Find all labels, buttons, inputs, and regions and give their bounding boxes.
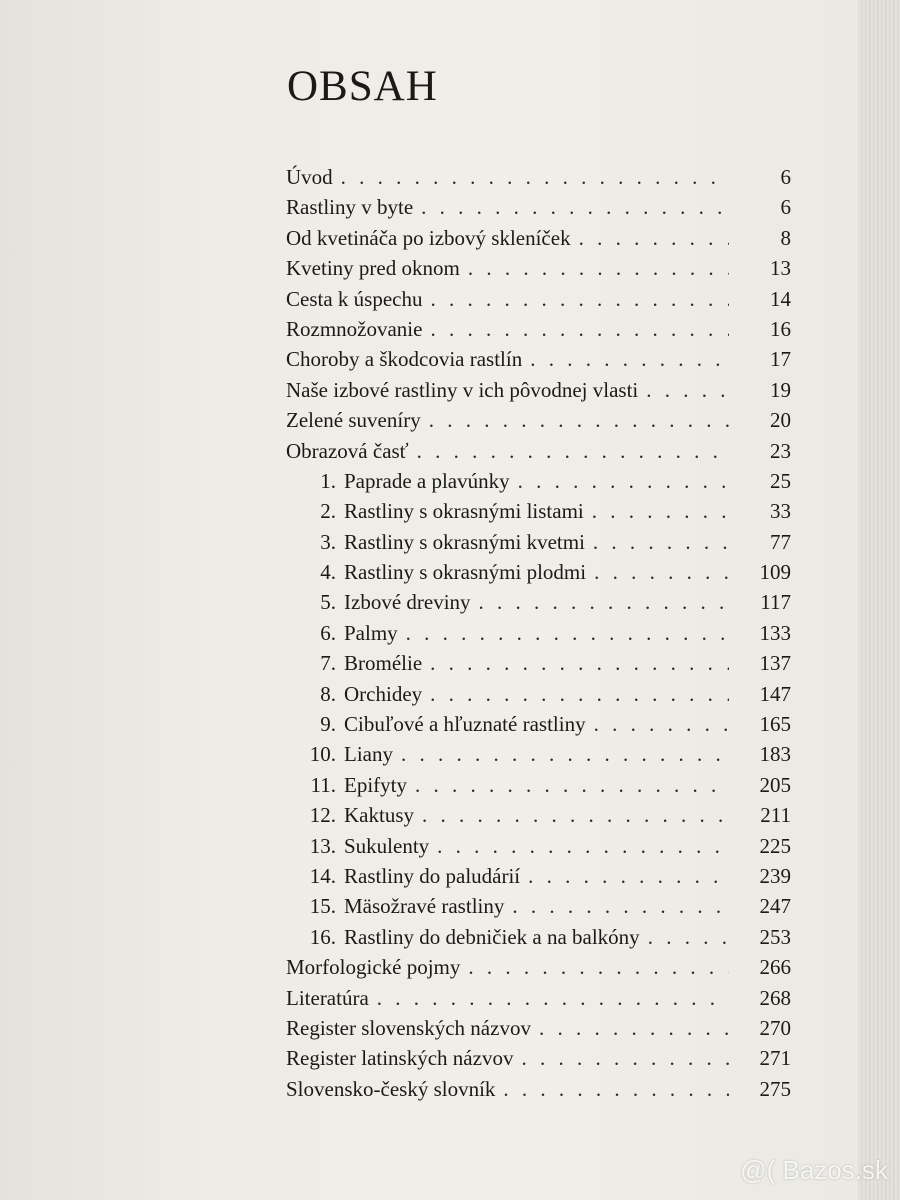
- toc-entry-page: 211: [760, 803, 791, 828]
- toc-entry-label: Paprade a plavúnky: [344, 468, 510, 493]
- toc-entry-label: Epifyty: [344, 772, 407, 797]
- toc-entry-page: 23: [770, 438, 791, 463]
- toc-entry: [286, 226, 791, 256]
- toc-entry: [286, 712, 791, 742]
- toc-entry: [286, 682, 791, 712]
- dot-leader: [417, 439, 729, 464]
- toc-entry-page: 6: [780, 165, 791, 189]
- toc-entry: [286, 560, 791, 590]
- dot-leader: [415, 773, 729, 798]
- toc-entry: [286, 469, 791, 499]
- toc-entry-page: 266: [759, 955, 791, 980]
- toc-entry-number: 14.: [309, 863, 336, 888]
- toc-entry-number: 8.: [320, 681, 336, 706]
- dot-leader: [377, 986, 729, 1011]
- toc-entry: [286, 530, 791, 560]
- toc-entry-number: 5.: [320, 590, 336, 615]
- toc-entry-label: Cesta k úspechu: [286, 286, 423, 311]
- dot-leader: [421, 195, 729, 220]
- toc-entry-page: 20: [770, 408, 791, 433]
- toc-entry-label: Naše izbové rastliny v ich pôvodnej vlasti: [286, 377, 639, 402]
- toc-entry-label: Rastliny do debničiek a na balkóny: [344, 924, 640, 949]
- toc-entry-page: 275: [759, 1076, 791, 1101]
- toc-entry: [286, 317, 791, 347]
- toc-entry-label: Morfologické pojmy: [286, 955, 461, 980]
- dot-leader: [437, 834, 729, 859]
- toc-entry-label: Cibuľové a hľuznaté rastliny: [344, 712, 586, 737]
- toc-entry-label: Slovensko-český slovník: [286, 1076, 496, 1101]
- dot-leader: [648, 925, 729, 950]
- toc-entry-page: 77: [770, 529, 791, 554]
- dot-leader: [468, 256, 729, 281]
- toc-entry-page: 225: [759, 833, 791, 858]
- toc-entry-label: Liany: [344, 742, 393, 767]
- toc-entry: [286, 651, 791, 681]
- dot-leader: [479, 590, 729, 615]
- dot-leader: [406, 621, 729, 646]
- dot-leader: [341, 165, 729, 190]
- toc-entry: [286, 195, 791, 225]
- dot-leader: [518, 469, 729, 494]
- toc-entry-page: 25: [770, 468, 791, 493]
- toc-entry-page: 14: [770, 286, 791, 311]
- dot-leader: [528, 864, 729, 889]
- toc-entry: [286, 773, 791, 803]
- dot-leader: [430, 287, 729, 312]
- toc-entry-page: 271: [759, 1046, 791, 1071]
- toc-entry: [286, 590, 791, 620]
- toc-entry-number: 11.: [310, 772, 336, 797]
- toc-entry-label: Zelené suveníry: [286, 408, 421, 433]
- toc-entry-label: Úvod: [286, 165, 333, 189]
- toc-entry: [286, 378, 791, 408]
- toc-entry-page: 33: [770, 499, 791, 524]
- toc-entry-number: 13.: [309, 833, 336, 858]
- toc-entry: [286, 287, 791, 317]
- toc-entry-number: 10.: [309, 742, 336, 767]
- dot-leader: [521, 1046, 729, 1071]
- toc-entry-label: Kvetiny pred oknom: [286, 256, 460, 281]
- dot-leader: [646, 378, 729, 403]
- toc-entry: [286, 955, 791, 985]
- toc-entry-page: 253: [759, 924, 791, 949]
- dot-leader: [430, 682, 729, 707]
- toc-entry: [286, 439, 791, 469]
- toc-entry-label: Izbové dreviny: [344, 590, 471, 615]
- toc-entry-page: 239: [759, 863, 791, 888]
- page-title: OBSAH: [287, 63, 438, 110]
- watermark-logo: @( Bazos.sk: [740, 1155, 888, 1185]
- toc-entry: [286, 256, 791, 286]
- toc-entry-label: Kaktusy: [344, 803, 414, 828]
- dot-leader: [429, 408, 729, 433]
- dot-leader: [430, 317, 729, 342]
- toc-entry-number: 7.: [320, 651, 336, 676]
- toc-entry: [286, 1016, 791, 1046]
- toc-entry: [286, 894, 791, 924]
- toc-entry-page: 133: [759, 620, 791, 645]
- toc-entry: [286, 986, 791, 1016]
- toc-entry-label: Rastliny s okrasnými kvetmi: [344, 529, 585, 554]
- toc-entry-label: Sukulenty: [344, 833, 430, 858]
- toc-entry-label: Choroby a škodcovia rastlín: [286, 347, 523, 372]
- toc-entry-label: Rastliny v byte: [286, 195, 414, 220]
- toc-entry-page: 183: [759, 742, 791, 767]
- toc-entry: [286, 621, 791, 651]
- toc-entry-label: Literatúra: [286, 985, 369, 1010]
- toc-entry-label: Orchidey: [344, 681, 423, 706]
- dot-leader: [422, 803, 729, 828]
- toc-entry-page: 268: [759, 985, 791, 1010]
- toc-entry-number: 15.: [309, 894, 336, 919]
- toc-entry-number: 1.: [320, 468, 336, 493]
- toc-entry: [286, 1077, 791, 1107]
- toc-entry-label: Bromélie: [344, 651, 423, 676]
- toc-entry: [286, 803, 791, 833]
- toc-entry-number: 9.: [320, 712, 336, 737]
- page-edge: [858, 0, 900, 1200]
- table-of-contents: [286, 165, 791, 1107]
- dot-leader: [593, 530, 729, 555]
- toc-entry-number: 2.: [320, 499, 336, 524]
- dot-leader: [512, 894, 729, 919]
- toc-entry-page: 117: [760, 590, 791, 615]
- toc-entry: [286, 864, 791, 894]
- toc-entry: [286, 347, 791, 377]
- toc-entry-label: Od kvetináča po izbový skleníček: [286, 225, 571, 250]
- toc-entry-label: Obrazová časť: [286, 438, 409, 463]
- toc-entry-label: Register slovenských názvov: [286, 1015, 531, 1040]
- toc-entry-number: 12.: [309, 803, 336, 828]
- toc-entry: [286, 742, 791, 772]
- dot-leader: [539, 1016, 729, 1041]
- toc-entry-page: 247: [759, 894, 791, 919]
- dot-leader: [430, 651, 729, 676]
- toc-entry: [286, 408, 791, 438]
- toc-entry-page: 6: [780, 195, 791, 220]
- toc-entry-label: Mäsožravé rastliny: [344, 894, 505, 919]
- toc-entry-page: 137: [759, 651, 791, 676]
- toc-entry-page: 13: [770, 256, 791, 281]
- toc-entry: [286, 834, 791, 864]
- toc-entry: [286, 165, 791, 195]
- dot-leader: [592, 499, 729, 524]
- toc-entry: [286, 925, 791, 955]
- toc-entry-number: 3.: [320, 529, 336, 554]
- toc-entry-label: Rastliny s okrasnými listami: [344, 499, 584, 524]
- dot-leader: [503, 1077, 729, 1102]
- toc-entry-label: Palmy: [344, 620, 398, 645]
- toc-entry-page: 205: [759, 772, 791, 797]
- dot-leader: [594, 560, 729, 585]
- toc-entry-page: 109: [759, 560, 791, 585]
- toc-entry: [286, 1046, 791, 1076]
- toc-entry-page: 16: [770, 316, 791, 341]
- toc-entry-page: 17: [770, 347, 791, 372]
- toc-entry-page: 270: [759, 1015, 791, 1040]
- dot-leader: [468, 955, 729, 980]
- toc-entry-number: 6.: [320, 620, 336, 645]
- toc-entry-label: Rozmnožovanie: [286, 316, 423, 341]
- dot-leader: [594, 712, 729, 737]
- toc-entry-label: Rastliny do paludárií: [344, 863, 521, 888]
- dot-leader: [530, 347, 729, 372]
- toc-entry-page: 165: [759, 712, 791, 737]
- dot-leader: [579, 226, 729, 251]
- toc-entry-label: Rastliny s okrasnými plodmi: [344, 560, 587, 585]
- toc-entry-page: 147: [759, 681, 791, 706]
- dot-leader: [401, 742, 729, 767]
- toc-entry: [286, 499, 791, 529]
- toc-entry-number: 4.: [320, 560, 336, 585]
- toc-entry-label: Register latinských názvov: [286, 1046, 514, 1071]
- toc-entry-page: 19: [770, 377, 791, 402]
- toc-entry-number: 16.: [309, 924, 336, 949]
- toc-entry-page: 8: [780, 225, 791, 250]
